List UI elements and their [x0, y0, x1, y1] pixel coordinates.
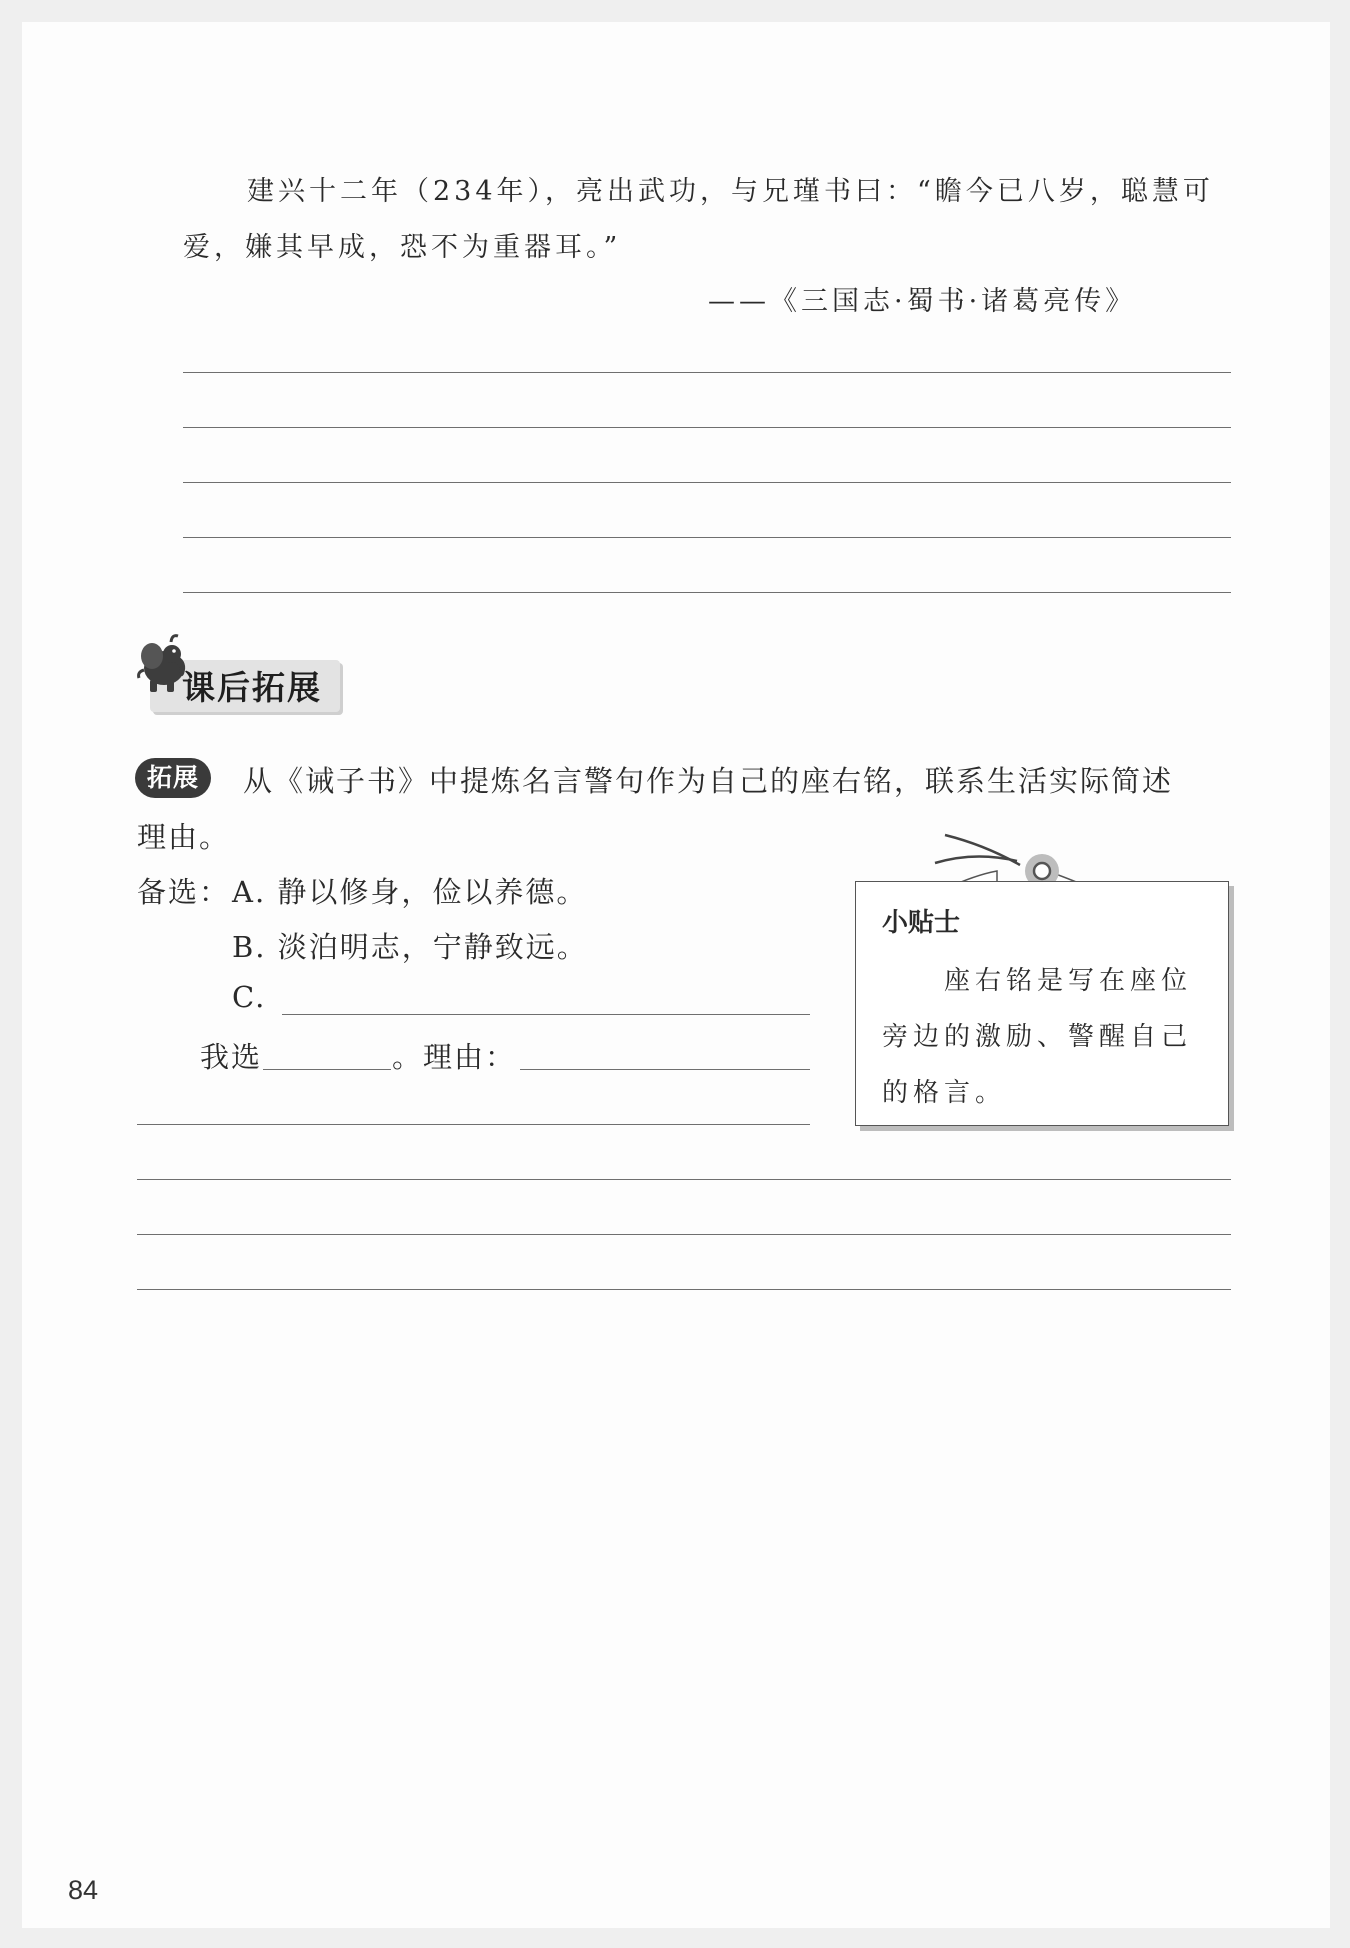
answer-line[interactable]: [137, 1124, 810, 1125]
exercise-prompt-line-2: 理由。: [137, 820, 231, 854]
quote-line-1: 建兴十二年（234年），亮出武功，与兄瑾书曰：“瞻今已八岁，聪慧可: [247, 176, 1214, 207]
choice-blank[interactable]: [263, 1069, 391, 1070]
writing-line[interactable]: [183, 537, 1231, 538]
writing-line[interactable]: [183, 482, 1231, 483]
tip-body: 座右铭是写在座位旁边的激励、警醒自己的格言。: [882, 966, 1193, 1108]
option-a: A. 静以修身，俭以养德。: [232, 875, 588, 909]
option-c-label: C.: [232, 980, 267, 1014]
reason-blank[interactable]: [520, 1069, 810, 1070]
answer-line[interactable]: [137, 1289, 1231, 1290]
exercise-prompt-line-1: 从《诫子书》中提炼名言警句作为自己的座右铭，联系生活实际简述: [243, 764, 1174, 798]
quote-line-2: 爱，嫌其早成，恐不为重器耳。”: [183, 232, 622, 263]
section-heading: 课后拓展: [182, 668, 322, 707]
writing-line[interactable]: [183, 592, 1231, 593]
tip-title: 小贴士: [882, 908, 961, 938]
writing-line[interactable]: [183, 372, 1231, 373]
options-label: 备选：: [137, 875, 231, 909]
option-b: B. 淡泊明志，宁静致远。: [232, 930, 588, 964]
answer-line[interactable]: [137, 1234, 1231, 1235]
answer-line[interactable]: [137, 1179, 1231, 1180]
option-c-blank[interactable]: [282, 1014, 810, 1015]
page-number: 84: [68, 1875, 99, 1905]
writing-line[interactable]: [183, 427, 1231, 428]
extension-badge: 拓展: [135, 758, 211, 798]
reason-label: 。理由：: [392, 1040, 517, 1074]
choose-label: 我选: [200, 1040, 263, 1074]
quote-source: ——《三国志·蜀书·诸葛亮传》: [708, 286, 1137, 317]
